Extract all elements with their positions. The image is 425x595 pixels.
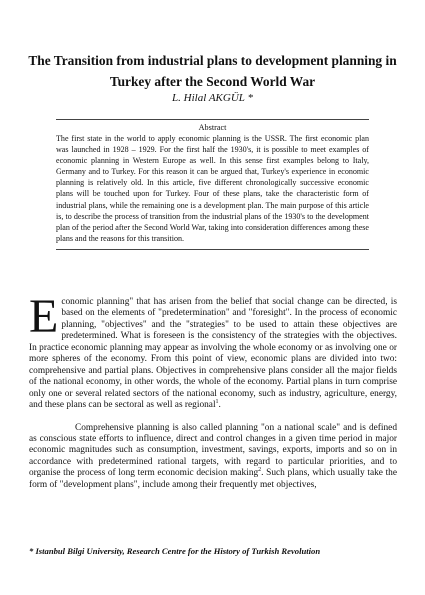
paragraph-2-text-b: . Such plans, which usually take the form of "development plans", include among their frequently met objectives, [29, 468, 397, 490]
footnote-ref-1: 1 [215, 398, 219, 405]
paragraph-2 [29, 423, 397, 492]
paragraph-1 [29, 290, 397, 412]
abstract-heading: Abstract [198, 123, 227, 132]
affiliation-footnote: * Istanbul Bilgi University, Research Centre for the History of Turkish Revolution [29, 546, 321, 556]
body-text [29, 290, 397, 491]
abstract-section [56, 119, 369, 250]
abstract-text: The first state in the world to apply economic planning is the USSR. The first economic plan was launched in 1928 – 1929. For the first half the 1930's, it is possible to meet examples of economic planning in Western Europe as well. In this sense first examples belong to Italy, Germany and to Turkey. For this reason it can be argued that, Turkey's experience in economic planning is relatively old. In this article, five different chronologically successive economic plans will be touched upon for Turkey. Four of these plans, take the characteristic form of industrial plans, while the remaining one is a development plan. The main purpose of this article is, to describe the process of transition from the industrial plans of the 1930's to the development plan of the period after the Second World War, taking into consideration differences among these plans and the reasons for this transition. [56, 134, 369, 243]
drop-cap: E [29, 290, 59, 343]
abstract-bottom-rule [56, 249, 369, 250]
paragraph-1-end: . [218, 400, 221, 411]
footnote-ref-2: 2 [258, 467, 262, 474]
abstract-top-rule [56, 119, 369, 120]
author-name: L. Hilal AKGÜL * [172, 92, 253, 104]
paper-title: The Transition from industrial plans to development planning in Turkey after the Second World War [28, 53, 397, 89]
paragraph-1-text: conomic planning" that has arisen from the belief that social change can be directed, is based on the elements of "predetermination" and "foresight". In the process of economic planning, "objectives" and the "strategies" to be used to attain these objectives are predetermined. What is foreseen is the consistency of the strategies with the objectives. In practice economic planning may appear as involving the whole economy or as involving one or more spheres of the economy. From this point of view, economic plans are divided into two: comprehensive and partial plans. Objectives in comprehensive plans consider all the major fields of the national economy, in other words, the whole of the economy. Partial plans in turn comprise only one or several related sectors of the national economy, such as industry, agriculture, energy, and these plans can be sectoral as well as regional [29, 297, 397, 411]
paragraph-2-text-a: Comprehensive planning is also called planning "on a national scale" and is defined as conscious state efforts to influence, direct and control changes in a given time period in major economic magnitudes such as consumption, investment, savings, exports, imports and so on in accordance with predetermined rational targets, with regard to particular priorities, and to organise the process of long term economic decision making [29, 422, 397, 479]
